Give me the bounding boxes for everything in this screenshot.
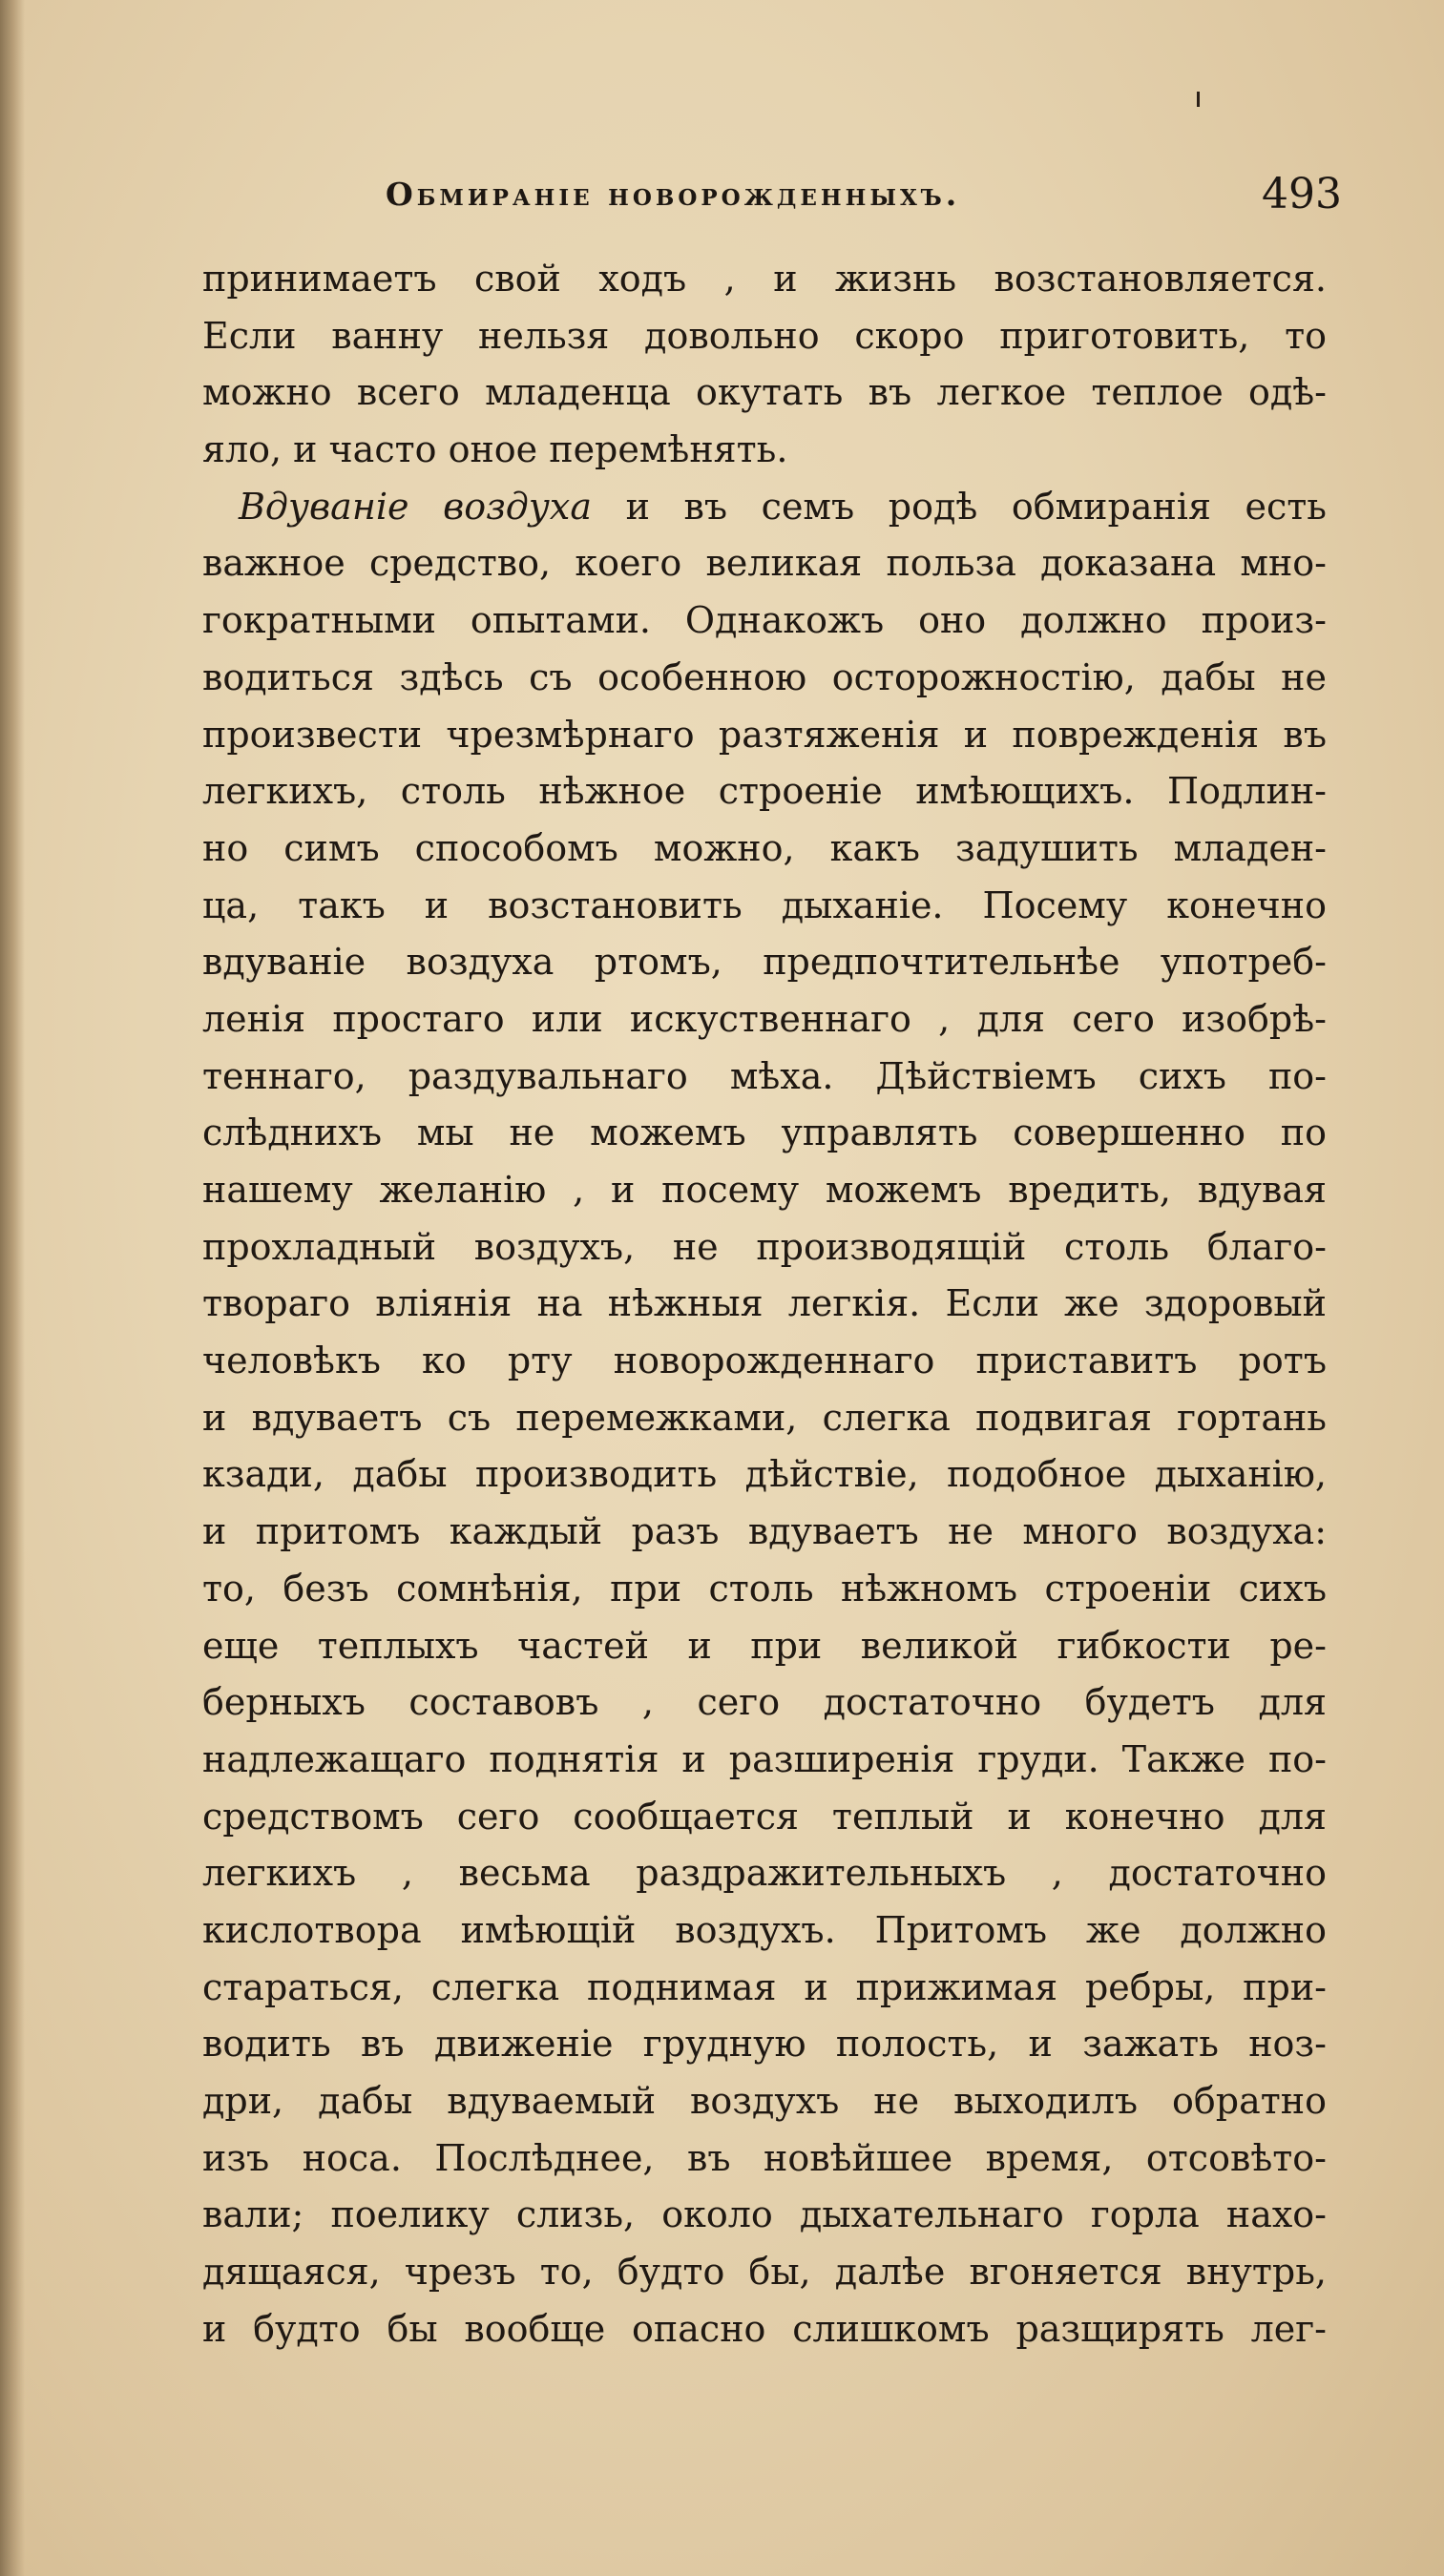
- text-line: легкихъ , весьма раздражительныхъ , достаточно: [202, 1852, 1327, 1895]
- text-line: кзади, дабы производить дѣйствіе, подобное дыханію,: [202, 1453, 1327, 1496]
- text-line: еще теплыхъ частей и при великой гибкости ре-: [202, 1624, 1327, 1667]
- body-text: [202, 251, 1327, 2358]
- text-line: и притомъ каждый разъ вдуваетъ не много воздуха:: [202, 1510, 1327, 1553]
- text-line: легкихъ, столь нѣжное строеніе имѣющихъ. Подлин-: [202, 770, 1327, 813]
- page-number: 493: [1262, 170, 1342, 218]
- page-binding-edge: [0, 0, 25, 2576]
- text-line: нашему желанію , и посему можемъ вредить, вдувая: [202, 1169, 1327, 1211]
- text-line: можно всего младенца окутать въ легкое теплое одѣ-: [202, 371, 1327, 414]
- text-line: произвести чрезмѣрнаго разтяженія и поврежденія въ: [202, 713, 1327, 756]
- text-line: ца, такъ и возстановить дыханіе. Посему конечно: [202, 883, 1327, 926]
- text-line: важное средство, коего великая польза доказана мно-: [202, 542, 1327, 585]
- text-line: твораго вліянія на нѣжныя легкія. Если же здоровый: [202, 1282, 1327, 1325]
- text-line: яло, и часто оное перемѣнять.: [202, 428, 788, 471]
- page-header: [206, 170, 1342, 237]
- text-line: дри, дабы вдуваемый воздухъ не выходилъ обратно: [202, 2080, 1327, 2122]
- text-line: дящаяся, чрезъ то, будто бы, далѣе вгоняется внутрь,: [202, 2251, 1327, 2294]
- italic-term: Вдуваніе воздуха: [239, 485, 593, 528]
- text-line: принимаетъ свой ходъ , и жизнь возстановляется.: [202, 258, 1327, 300]
- text-line: слѣднихъ мы не можемъ управлять совершенно по: [202, 1111, 1327, 1154]
- text-line: и вдуваетъ съ перемежками, слегка подвигая гортань: [202, 1396, 1327, 1439]
- text-line: то, безъ сомнѣнія, при столь нѣжномъ строеніи сихъ: [202, 1567, 1327, 1610]
- text-line: прохладный воздухъ, не производящій столь благо-: [202, 1225, 1327, 1268]
- ink-mark: [1197, 92, 1200, 107]
- text-line: вдуваніе воздуха ртомъ, предпочтительнѣе употреб-: [202, 941, 1327, 984]
- running-head: Обмираніе новорожденныхъ.: [386, 176, 961, 213]
- text-line: средствомъ сего сообщается теплый и конечно для: [202, 1795, 1327, 1838]
- text-line: ленія простаго или искуственнаго , для сего изобрѣ-: [202, 997, 1327, 1040]
- text-line: теннаго, раздувальнаго мѣха. Дѣйствіемъ сихъ по-: [202, 1054, 1327, 1097]
- text-line: берныхъ составовъ , сего достаточно будетъ для: [202, 1681, 1327, 1724]
- text-line: водиться здѣсь съ особенною осторожностію, дабы не: [202, 655, 1327, 698]
- text-line: изъ носа. Послѣднее, въ новѣйшее время, отсовѣто-: [202, 2136, 1327, 2179]
- text-line: гократными опытами. Однакожъ оно должно произ-: [202, 599, 1327, 642]
- text-line: надлежащаго поднятія и разширенія груди. Также по-: [202, 1737, 1327, 1780]
- text-line: вали; поелику слизь, около дыхательнаго горла нахо-: [202, 2193, 1327, 2236]
- text-line: Если ванну нельзя довольно скоро приготовить, то: [202, 314, 1327, 357]
- text-line: и будто бы вообще опасно слишкомъ разщирять лег-: [202, 2307, 1327, 2350]
- text-line: водить въ движеніе грудную полость, и зажать ноз-: [202, 2023, 1327, 2066]
- text-line: но симъ способомъ можно, какъ задушить младен-: [202, 826, 1327, 869]
- text-line: человѣкъ ко рту новорожденнаго приставитъ ротъ: [202, 1340, 1327, 1382]
- text-line: кислотвора имѣющій воздухъ. Притомъ же должно: [202, 1908, 1327, 1951]
- text-line: Вдуваніе воздуха и въ семъ родѣ обмиранія есть: [239, 485, 1327, 528]
- text-line: стараться, слегка поднимая и прижимая ребры, при-: [202, 1965, 1327, 2008]
